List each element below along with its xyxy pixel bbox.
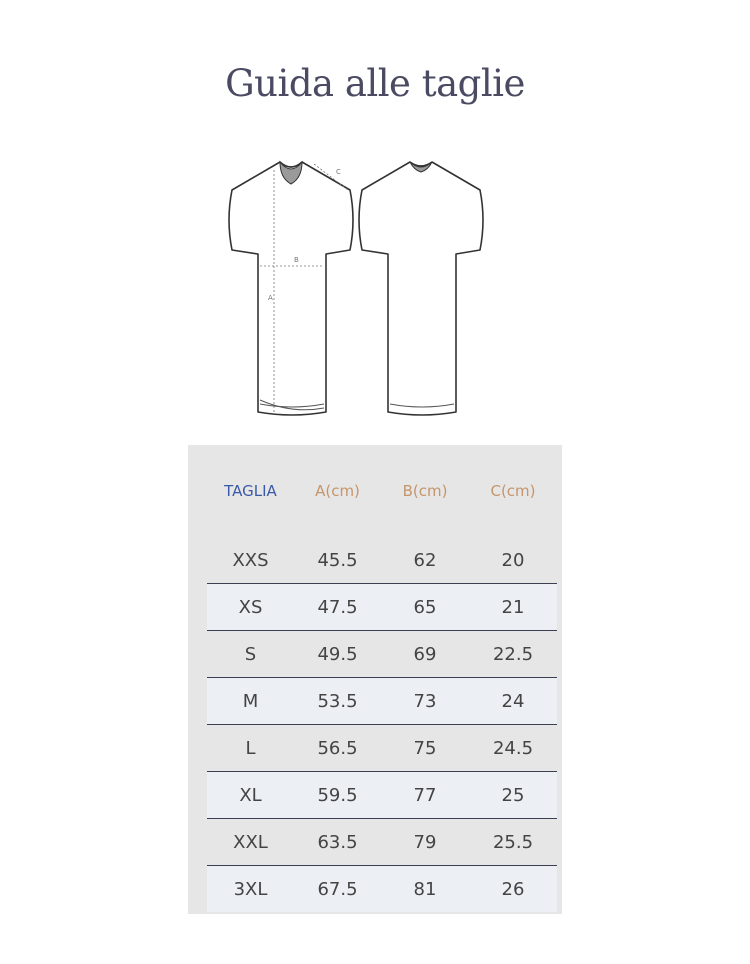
cell-size: L [207, 725, 294, 772]
cell-size: 3XL [207, 866, 294, 913]
cell-a: 45.5 [294, 537, 381, 584]
label-b: B [294, 256, 299, 264]
table-row [207, 537, 557, 584]
cell-size: XL [207, 772, 294, 819]
cell-b: 65 [381, 584, 469, 631]
table-row [207, 584, 557, 631]
cell-b: 69 [381, 631, 469, 678]
label-c: C [336, 168, 341, 176]
cell-b: 79 [381, 819, 469, 866]
cell-b: 62 [381, 537, 469, 584]
cell-a: 49.5 [294, 631, 381, 678]
cell-c: 20 [469, 537, 557, 584]
tshirt-diagram-icon [222, 150, 492, 422]
label-a: A [268, 294, 273, 302]
table-header-row [207, 445, 557, 537]
header-b: B(cm) [402, 482, 448, 500]
cell-c: 21 [469, 584, 557, 631]
cell-c: 24.5 [469, 725, 557, 772]
cell-c: 26 [469, 866, 557, 913]
page-title: Guida alle taglie [225, 62, 525, 105]
cell-b: 75 [381, 725, 469, 772]
size-table [207, 445, 557, 912]
header-size: TAGLIA [224, 482, 277, 500]
size-chart-panel [188, 445, 562, 914]
cell-size: S [207, 631, 294, 678]
cell-a: 47.5 [294, 584, 381, 631]
table-row [207, 631, 557, 678]
table-row [207, 866, 557, 913]
cell-a: 67.5 [294, 866, 381, 913]
cell-size: XXS [207, 537, 294, 584]
header-a: A(cm) [315, 482, 360, 500]
header-c: C(cm) [490, 482, 536, 500]
cell-b: 73 [381, 678, 469, 725]
cell-b: 77 [381, 772, 469, 819]
cell-a: 53.5 [294, 678, 381, 725]
cell-size: XS [207, 584, 294, 631]
table-row [207, 819, 557, 866]
cell-a: 59.5 [294, 772, 381, 819]
cell-c: 24 [469, 678, 557, 725]
cell-c: 25.5 [469, 819, 557, 866]
cell-size: XXL [207, 819, 294, 866]
cell-size: M [207, 678, 294, 725]
table-row [207, 772, 557, 819]
cell-a: 56.5 [294, 725, 381, 772]
table-row [207, 725, 557, 772]
table-row [207, 678, 557, 725]
cell-a: 63.5 [294, 819, 381, 866]
cell-c: 25 [469, 772, 557, 819]
cell-c: 22.5 [469, 631, 557, 678]
cell-b: 81 [381, 866, 469, 913]
